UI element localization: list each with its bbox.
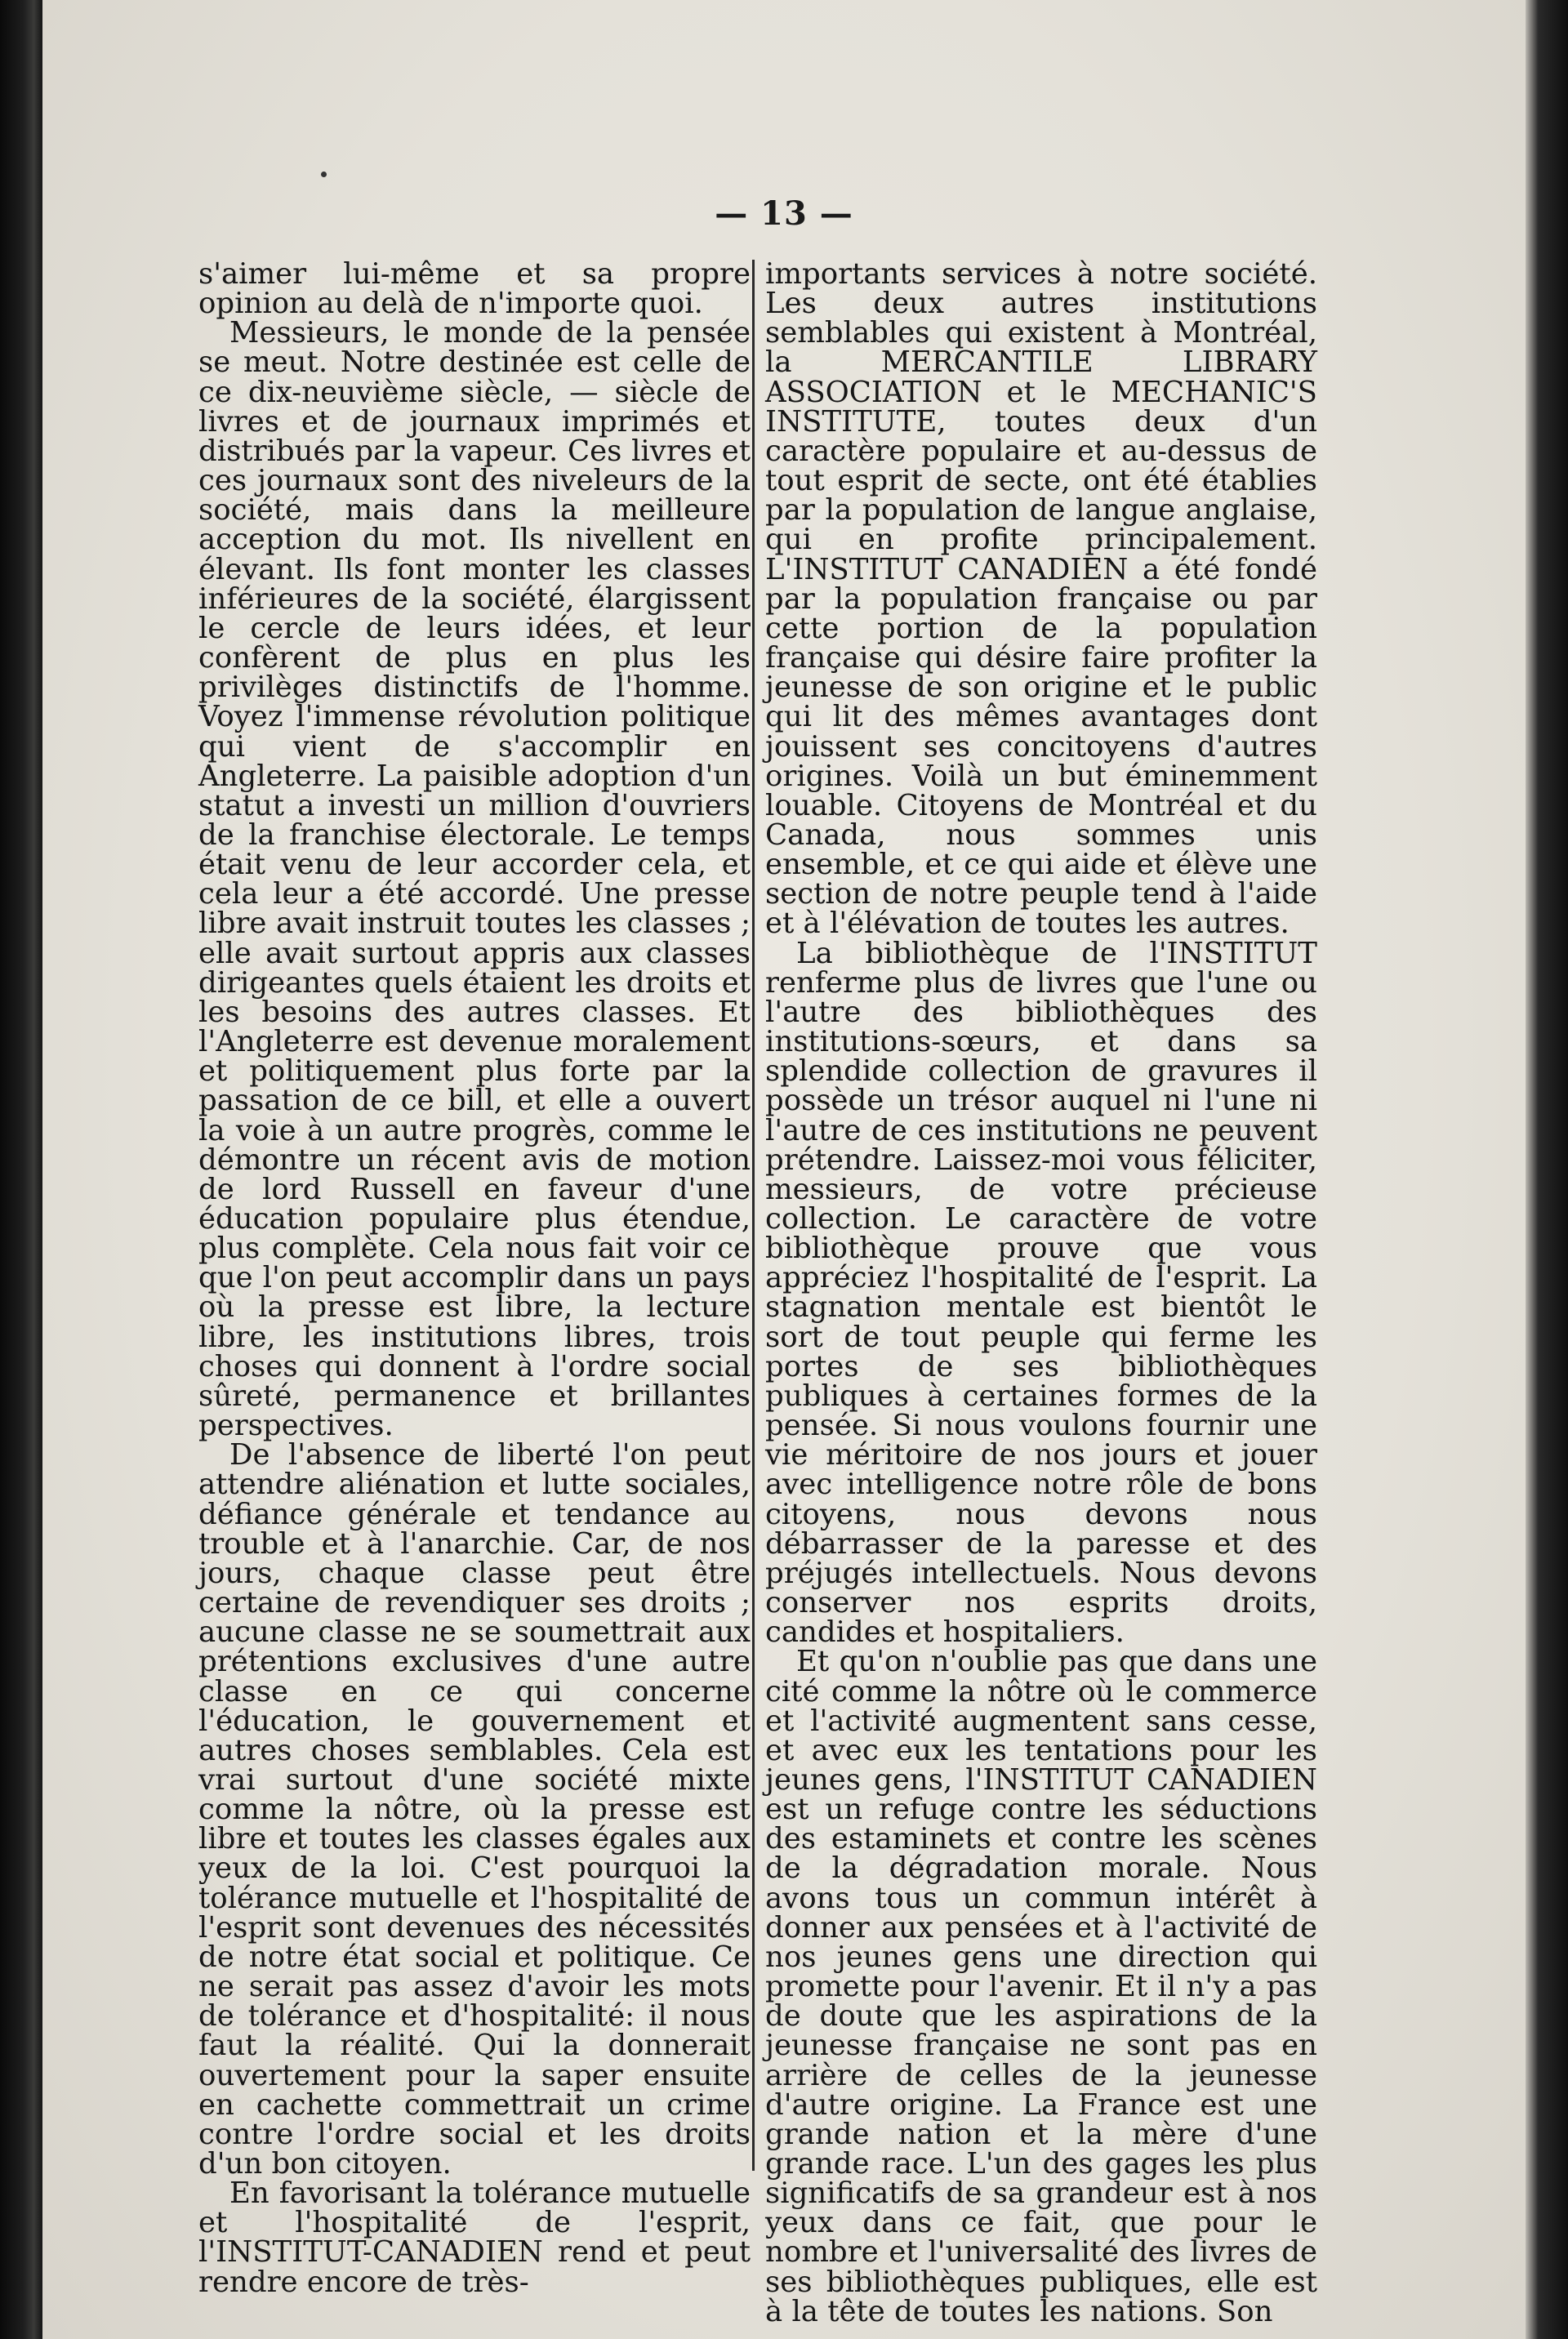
paragraph: importants services à notre société. Les deux autres institutions semblables qui existent à Montréal, la MERCANTILE LIBRARY ASSOCIATION et le MECHANIC'S INSTITUTE, toutes deux d'un caractère populaire et au-dessus de tout esprit de secte, ont été établies par la population de langue anglaise, qui en profite principalement. L'INSTITUT CANADIEN a été fondé par la population française ou par cette portion de la population française qui désire faire profiter la jeunesse de son origine et le public qui lit des mêmes avantages dont jouissent ses concitoyens d'autres origines. Voilà un but éminemment louable. Citoyens de Montréal et du Canada, nous sommes unis ensemble, et ce qui aide et élève une section de notre peuple tend à l'aide et à l'élévation de toutes les autres. <box>765 257 1317 941</box>
paragraph: Messieurs, le monde de la pensée se meut. Notre destinée est celle de ce dix-neuvième siècle, — siècle de livres et de journaux imprimés et distribués par la vapeur. Ces livres et ces journaux sont des niveleurs de la société, mais dans la meilleure acception du mot. Ils nivellent en élevant. Ils font monter les classes inférieures de la société, élargissent le cercle de leurs idées, et leur confèrent de plus en plus les privilèges distinctifs de l'homme. Voyez l'immense révolution politique qui vient de s'accomplir en Angleterre. La paisible adoption d'un statut a investi un million d'ouvriers de la franchise électorale. Le temps était venu de leur accorder cela, et cela leur a été accordé. Une presse libre avait instruit toutes les classes ; elle avait surtout appris aux classes dirigeantes quels étaient les droits et les besoins des autres classes. Et l'Angleterre est devenue moralement et politiquement plus forte par la passation de ce bill, et elle a ouvert la voie à un autre progrès, comme le démontre un récent avis de motion de lord Russell en faveur d'une éducation populaire plus étendue, plus complète. Cela nous fait voir ce que l'on peut accomplir dans un pays où la presse est libre, la lecture libre, les institutions libres, trois choses qui donnent à l'ordre social sûreté, permanence et brillantes perspectives. <box>198 316 751 1443</box>
paragraph: De l'absence de liberté l'on peut attendre aliénation et lutte sociales, défiance générale et tendance au trouble et à l'anarchie. Car, de nos jours, chaque classe peut être certaine de revendiquer ses droits ; aucune classe ne se soumettrait aux prétentions exclusives d'une autre classe en ce qui concerne l'éducation, le gouvernement et autres choses semblables. Cela est vrai surtout d'une société mixte comme la nôtre, où la presse est libre et toutes les classes égales aux yeux de la loi. C'est pourquoi la tolérance mutuelle et l'hospitalité de l'esprit sont devenues des nécessités de notre état social et politique. Ce ne serait pas assez d'avoir les mots de tolérance et d'hospitalité: il nous faut la réalité. Qui la donnerait ouvertement pour la saper ensuite en cachette commettrait un crime contre l'ordre social et les droits d'un bon citoyen. <box>198 1438 751 2181</box>
left-column <box>198 257 751 2299</box>
column-divider <box>752 260 755 2171</box>
paragraph: Et qu'on n'oublie pas que dans une cité comme la nôtre où le commerce et l'activité augmentent sans cesse, et avec eux les tentations pour les jeunes gens, l'INSTITUT CANADIEN est un refuge contre les séductions des estaminets et contre les scènes de la dégradation morale. Nous avons tous un commun intérêt à donner aux pensées et à l'activité de nos jeunes gens une direction qui promette pour l'avenir. Et il n'y a pas de doute que les aspirations de la jeunesse française ne sont pas en arrière de celles de la jeunesse d'autre origine. La France est une grande nation et la mère d'une grande race. L'un des gages les plus significatifs de sa grandeur est à nos yeux dans ce fait, que pour le nombre et l'universalité des livres de ses bibliothèques publiques, elle est à la tête de toutes les nations. Son <box>765 1645 1317 2328</box>
paragraph: s'aimer lui-même et sa propre opinion au delà de n'importe quoi. <box>198 257 751 321</box>
ink-speck <box>321 172 327 177</box>
paragraph: La bibliothèque de l'INSTITUT renferme plus de livres que l'une ou l'autre des bibliothèques des institutions-sœurs, et dans sa splendide collection de gravures il possède un trésor auquel ni l'une ni l'autre de ces institutions ne peuvent prétendre. Laissez-moi vous féliciter, messieurs, de votre précieuse collection. Le caractère de votre bibliothèque prouve que vous appréciez l'hospitalité de l'esprit. La stagnation mentale est bientôt le sort de tout peuple qui ferme les portes de ses bibliothèques publiques à certaines formes de la pensée. Si nous voulons fournir une vie méritoire de nos jours et jouer avec intelligence notre rôle de bons citoyens, nous devons nous débarrasser de la paresse et des préjugés intellectuels. Nous devons conserver nos esprits droits, candides et hospitaliers. <box>765 936 1317 1650</box>
right-column <box>765 257 1317 2328</box>
page-number: — 13 — <box>715 194 853 233</box>
book-gutter-left <box>0 0 42 2339</box>
book-edge-right <box>1526 0 1568 2339</box>
paragraph: En favorisant la tolérance mutuelle et l'hospitalité de l'esprit, l'INSTITUT-CANADIEN rend et peut rendre encore de très- <box>198 2176 751 2299</box>
